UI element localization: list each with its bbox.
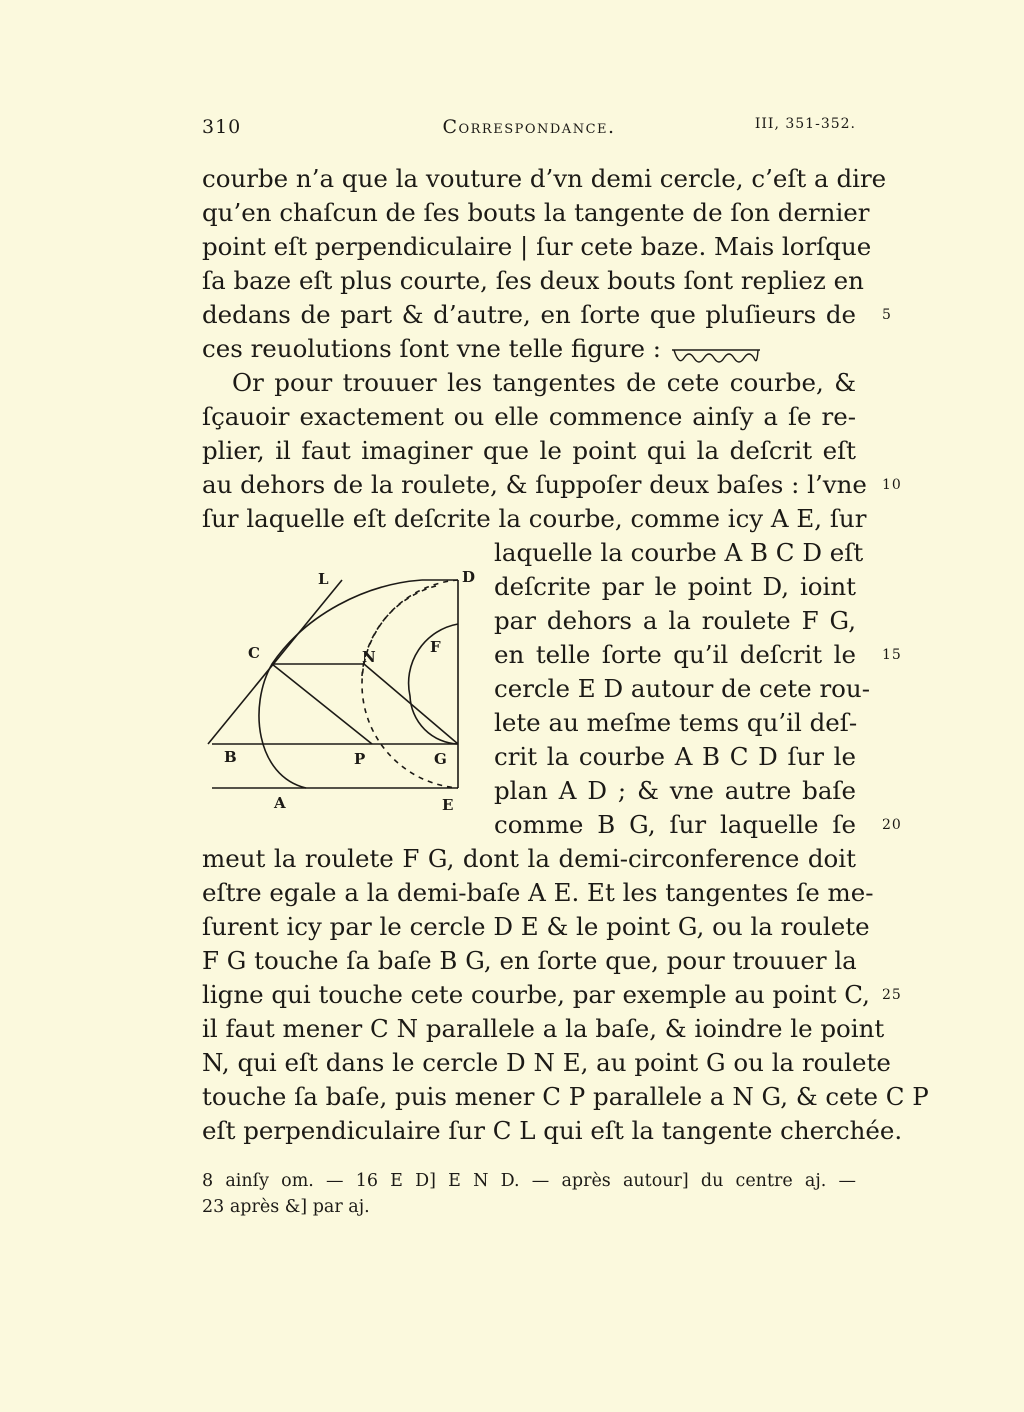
text-line: par dehors a la roulete F G,	[494, 606, 856, 635]
line-number: 15	[882, 647, 902, 663]
text-line: ſçauoir exactement ou elle commence ainſy a ſe re-	[202, 402, 856, 431]
running-title: Correspondance.	[442, 116, 616, 138]
label-l: L	[318, 570, 329, 588]
critical-notes	[202, 1168, 856, 1220]
text-line: crit la courbe A B C D ſur le	[494, 742, 856, 771]
text-line: eſt perpendiculaire ſur C L qui eſt la tangente cherchée.	[202, 1116, 903, 1145]
text-line: cercle E D autour de cete rou-	[494, 674, 870, 703]
text-line: ſurent icy par le cercle D E & le point G, ou la roulete	[202, 912, 870, 941]
text-line: ligne qui touche cete courbe, par exemple au point C,	[202, 980, 870, 1009]
text-line: eſtre egale a la demi-baſe A E. Et les tangentes ſe me-	[202, 878, 874, 907]
label-f: F	[430, 638, 441, 656]
text-line: laquelle la courbe A B C D eſt	[494, 538, 864, 567]
text-line: N, qui eſt dans le cercle D N E, au point G ou la roulete	[202, 1048, 891, 1077]
note-line: 8 ainſy om. — 16 E D] E N D. — après autour] du centre aj. —	[202, 1171, 856, 1191]
label-p: P	[354, 750, 366, 768]
text-line: deſcrite par le point D, ioint	[494, 572, 856, 601]
label-a: A	[274, 794, 286, 812]
text-line: plan A D ; & vne autre baſe	[494, 776, 856, 805]
line-cp	[272, 664, 372, 744]
text-line: F G touche ſa baſe B G, en ſorte que, pour trouuer la	[202, 946, 857, 975]
line-number: 25	[882, 987, 902, 1003]
label-c: C	[248, 644, 260, 662]
text-line: touche ſa baſe, puis mener C P parallele a N G, & cete C P	[202, 1082, 929, 1111]
text-line: au dehors de la roulete, & ſuppoſer deux baſes : l’vne	[202, 470, 867, 499]
text-line: il faut mener C N parallele a la baſe, & ioindre le point	[202, 1014, 885, 1043]
line-number: 10	[882, 477, 902, 493]
text-line: meut la roulete F G, dont la demi-circonference doit	[202, 844, 856, 873]
text-line: Or pour trouuer les tangentes de cete courbe, &	[232, 368, 856, 397]
curve-abcd	[259, 580, 422, 788]
text-line: ſa baze eſt plus courte, ſes deux bouts ſont repliez en	[202, 266, 864, 295]
line-number: 5	[882, 307, 892, 323]
text-line: courbe n’a que la vouture d’vn demi cercle, c’eſt a dire	[202, 164, 887, 193]
text-line: en telle ſorte qu’il deſcrit le	[494, 640, 856, 669]
text-line: qu’en chaſcun de ſes bouts la tangente de ſon dernier	[202, 198, 870, 227]
text-line: plier, il faut imaginer que le point qui la deſcrit eſt	[202, 436, 856, 465]
label-e: E	[442, 796, 454, 814]
label-d: D	[462, 568, 476, 586]
text-line: dedans de part & d’autre, en ſorte que pluſieurs de	[202, 300, 856, 329]
page-number: 310	[202, 116, 242, 138]
geometric-figure	[196, 566, 486, 822]
tangent-cl	[208, 580, 342, 744]
text-line: ces reuolutions ſont vne telle figure :	[202, 332, 856, 366]
running-head	[202, 116, 856, 146]
text-line: lete au meſme tems qu’il deſ-	[494, 708, 858, 737]
label-g: G	[434, 750, 447, 768]
text-line: ſur laquelle eſt deſcrite la courbe, comme icy A E, ſur	[202, 504, 867, 533]
volume-reference: III, 351-352.	[754, 116, 856, 132]
text-line: comme B G, ſur laquelle ſe	[494, 810, 856, 839]
text-line: point eſt perpendiculaire | ſur cete baze. Mais lorſque	[202, 232, 872, 261]
line-number: 20	[882, 817, 902, 833]
label-n: N	[362, 648, 376, 666]
note-line: 23 après &] par aj.	[202, 1197, 370, 1217]
label-b: B	[224, 748, 237, 766]
